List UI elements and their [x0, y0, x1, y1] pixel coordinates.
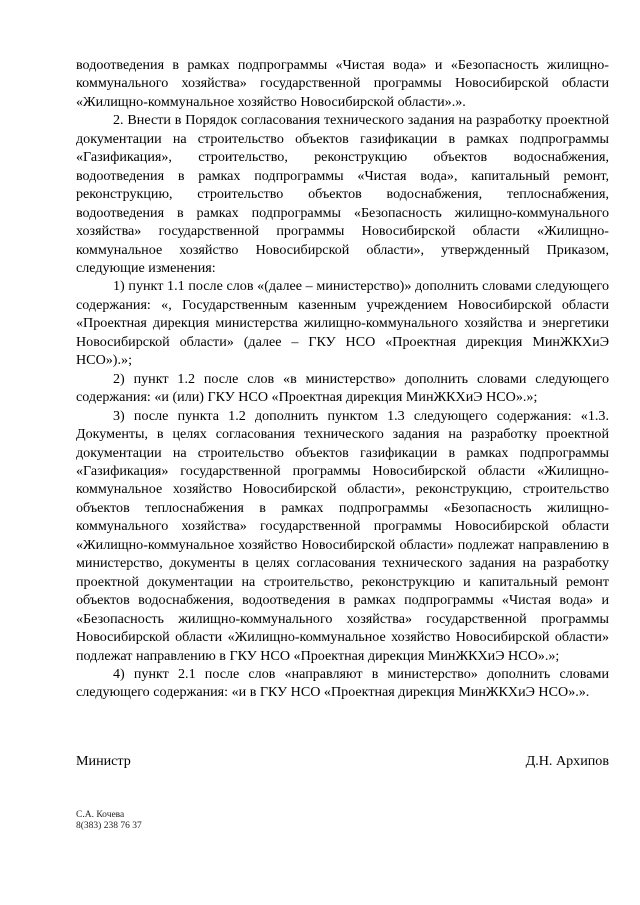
executor-name: С.А. Кочева: [76, 810, 125, 820]
paragraph-subitem-2: 2) пункт 1.2 после слов «в министерство» дополнить словами следующего содержания: «и (или) ГКУ НСО «Проектная дирекция МинЖКХиЭ НСО».»;: [76, 370, 609, 406]
paragraph-subitem-1: 1) пункт 1.1 после слов «(далее – министерство)» дополнить словами следующего содержания: «, Государственным казенным учреждением Новосибирской области «Проектная дирекция министерства жилищно-коммунального хозяйства и энергетики Новосибирской области» (далее – ГКУ НСО «Проектная дирекция МинЖКХиЭ НСО»).»;: [76, 278, 609, 369]
paragraph-continuation: водоотведения в рамках подпрограммы «Чистая вода» и «Безопасность жилищно-коммунального хозяйства» государственной программы Новосибирской области «Жилищно-коммунальное хозяйство Новосибирской области».».: [76, 57, 609, 110]
paragraph-subitem-4: 4) пункт 2.1 после слов «направляют в министерство» дополнить словами следующего содержания: «и в ГКУ НСО «Проектная дирекция МинЖКХиЭ НСО».».: [76, 665, 609, 701]
paragraph-subitem-3: 3) после пункта 1.2 дополнить пунктом 1.3 следующего содержания: «1.3. Документы, в целях согласования технического задания на разработку проектной документации на строительство объектов газификации в рамках подпрограммы «Газификация» государственной программы Новосибирской области «Жилищно-коммунальное хозяйство Новосибирской области», реконструкцию, строительство объектов теплоснабжения в рамках подпрограммы «Безопасность жилищно-коммунального хозяйства» государственной программы Новосибирской области «Жилищно-коммунальное хозяйство Новосибирской области» подлежат направлению в министерство, документы в целях согласования технического задания на разработку проектной документации на строительство, реконструкцию и капитальный ремонт объектов водоснабжения, водоотведения в рамках подпрограммы «Чистая вода» и «Безопасность жилищно-коммунального хозяйства» государственной программы Новосибирской области «Жилищно-коммунальное хозяйство Новосибирской области» подлежат направлению в ГКУ НСО «Проектная дирекция МинЖКХиЭ НСО».»;: [76, 407, 609, 664]
executor-block: [76, 810, 142, 832]
signatory-name: Д.Н. Архипов: [525, 753, 609, 769]
document-body: [76, 56, 609, 702]
executor-phone: 8(383) 238 76 37: [76, 821, 142, 831]
signatory-position: Министр: [76, 753, 131, 769]
paragraph-item-2: 2. Внести в Порядок согласования технического задания на разработку проектной документации на строительство объектов газификации в рамках подпрограммы «Газификация», строительство, реконструкцию объектов водоснабжения, водоотведения в рамках подпрограммы «Чистая вода», капитальный ремонт, реконструкцию, строительство объектов водоснабжения, теплоснабжения, водоотведения в рамках подпрограммы «Безопасность жилищно-коммунального хозяйства» государственной программы Новосибирской области «Жилищно-коммунальное хозяйство Новосибирской области», утвержденный Приказом, следующие изменения:: [76, 112, 609, 276]
signature-block: [76, 752, 609, 770]
